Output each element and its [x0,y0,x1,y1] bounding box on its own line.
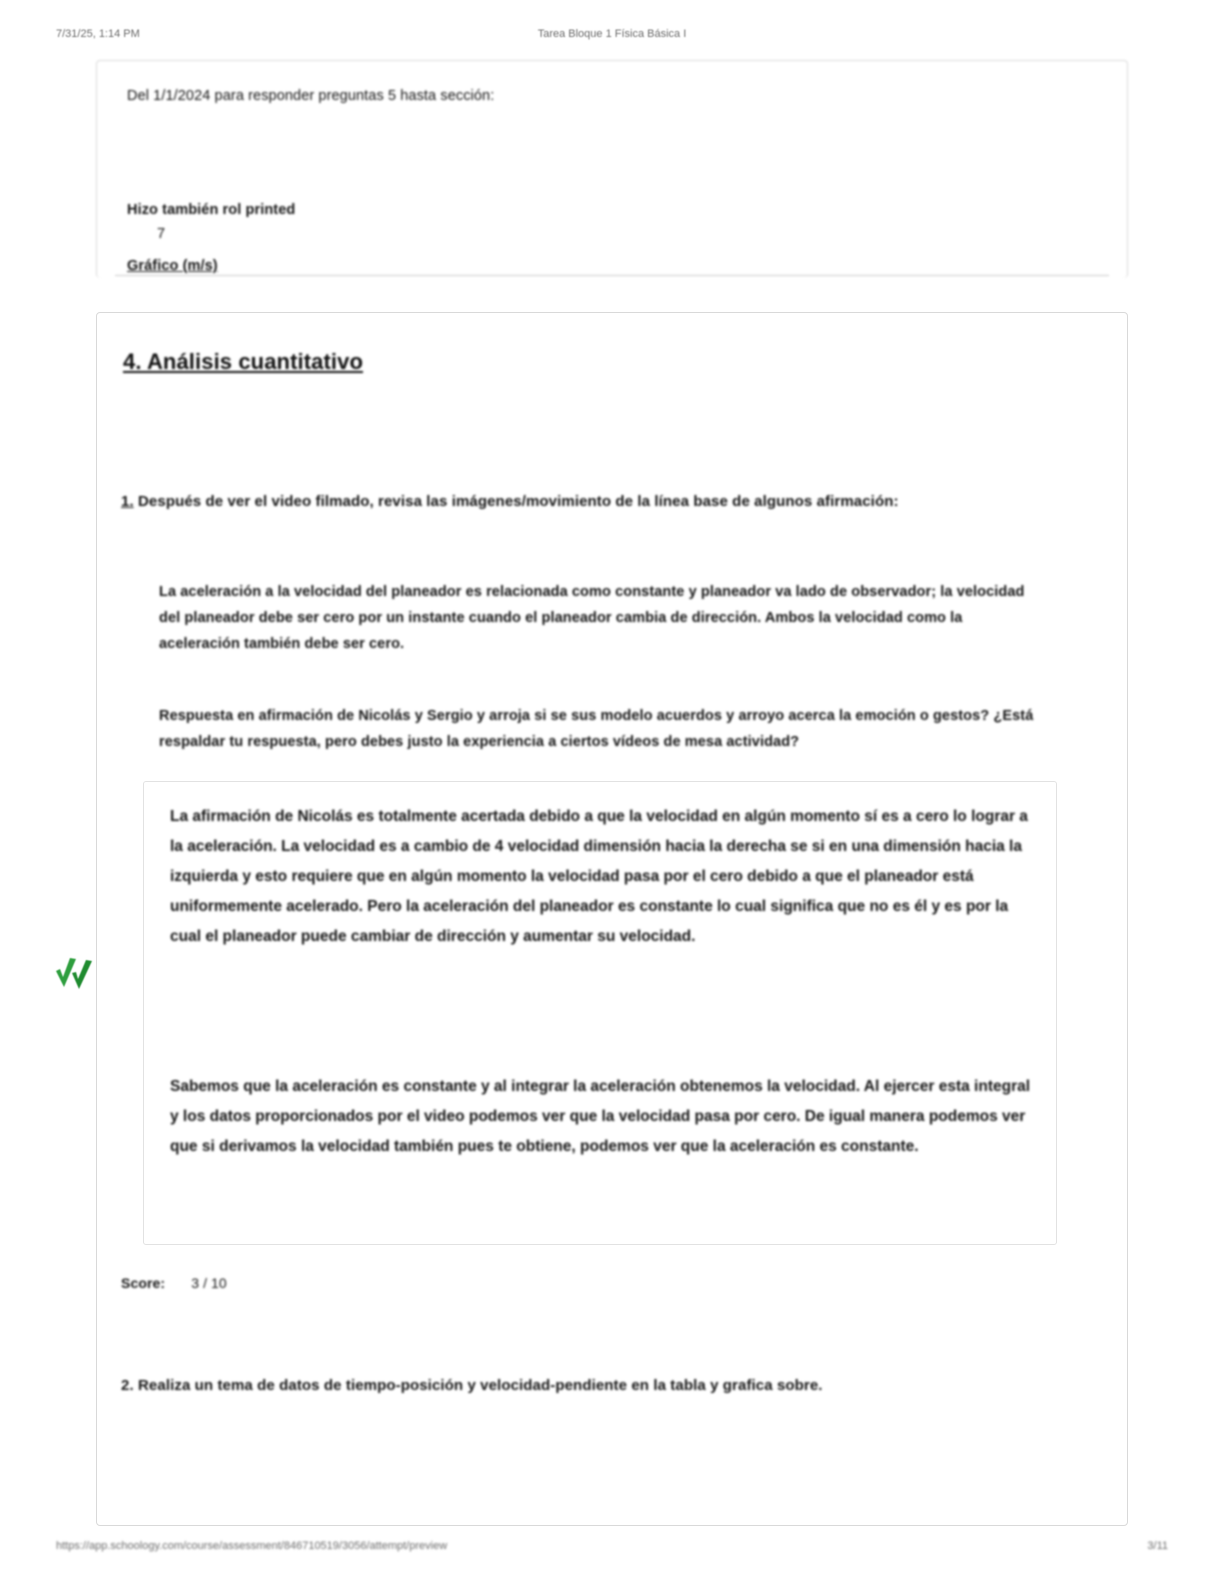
question-1-text: Después de ver el video filmado, revisa las imágenes/movimiento de la línea base de algunos afirmación: [138,493,899,510]
score-display [121,1275,227,1291]
previous-question-link[interactable]: Gráfico (m/s) [127,258,218,274]
score-label: Score: [121,1275,166,1291]
print-footer-page: 3/11 [1147,1540,1168,1552]
question-2-text: Realiza un tema de datos de tiempo-posición y velocidad-pendiente en la tabla y grafica sobre. [138,1377,823,1394]
card-divider [115,275,1109,276]
question-2-prompt [121,1373,1057,1399]
question-1-paragraph-b: Respuesta en afirmación de Nicolás y Sergio y arroja si se sus modelo acuerdos y arroyo acerca la emoción o gestos? ¿Está respaldar tu respuesta, pero debes justo la experiencia a ciertos vídeos de mesa actividad? [159,708,1034,750]
question-2-number: 2. [121,1377,134,1394]
score-value: 3 / 10 [191,1275,227,1291]
checkmark-pair-icon [52,955,98,997]
print-footer [0,1540,1224,1558]
question-1-prompt [121,489,1057,515]
student-answer-box[interactable] [143,781,1057,1245]
print-header-title: Tarea Bloque 1 Física Básica I [537,28,687,40]
section-title: 4. Análisis cuantitativo [123,349,363,374]
student-answer-paragraph-1: La afirmación de Nicolás es totalmente acertada debido a que la velocidad en algún momento sí es a cero lo lograr a la aceleración. La velocidad es a cambio de 4 velocidad dimensión hacia la derecha se si en una dimensión hacia la izquierda y esto requiere que en algún momento la velocidad pasa por el cero debido a que el planeador está uniformemente acelerado. Pero la aceleración del planeador es constante lo cual significa que no es él y es por la cual el planeador puede cambiar de dirección y aumentar su velocidad. [170,808,1028,945]
print-footer-url: https://app.schoology.com/course/assessment/846710519/3056/attempt/preview [56,1540,448,1552]
student-answer-paragraph-2: Sabemos que la aceleración es constante y al integrar la aceleración obtenemos la velocidad. Al ejercer esta integral y los datos proporcionados por el video podemos ver que la velocidad pasa por cero. De igual manera podemos ver que si derivamos la velocidad también pues te obtiene, podemos ver que la aceleración es constante. [170,1078,1031,1155]
question-1-number: 1. [121,493,134,510]
previous-question-value: 7 [157,226,166,242]
question-1-paragraph-a: La aceleración a la velocidad del planeador es relacionada como constante y planeador va lado de observador; la velocidad del planeador debe ser cero por un instante cuando el planeador cambia de dirección. Ambos la velocidad como la aceleración también debe ser cero. [159,584,1025,652]
print-header [0,28,1224,46]
previous-question-text: Del 1/1/2024 para responder preguntas 5 hasta sección: [127,88,495,104]
question-card [96,312,1128,1526]
print-header-date: 7/31/25, 1:14 PM [56,28,140,40]
previous-question-card [96,60,1128,278]
previous-question-subtext: Hizo también rol printed [127,202,296,218]
